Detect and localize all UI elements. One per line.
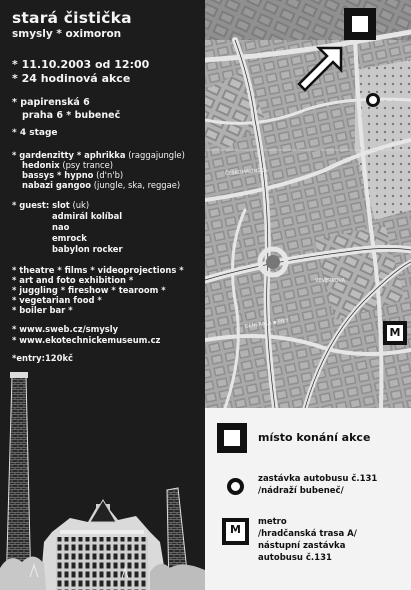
svg-text:ČESKOMALÍNSKÁ: ČESKOMALÍNSKÁ (224, 167, 268, 177)
event-duration: * 24 hodinová akce (12, 72, 131, 85)
program-item: * art and foto exhibition * (12, 275, 134, 285)
program-item: * juggling * fireshow * tearoom * (12, 285, 166, 295)
legend-venue-label: místo konání akce (258, 431, 371, 444)
svg-text:GENERALA ▪ PIKY: GENERALA ▪ PIKY (244, 317, 290, 330)
lineup-artist: hedonix (22, 160, 60, 170)
lineup-genre: (psy trance) (62, 160, 114, 170)
square-marker-icon (217, 423, 247, 453)
lineup-item (12, 150, 185, 160)
lineup-item (22, 170, 123, 180)
guest-name: nao (52, 222, 70, 232)
entry-price: *entry:120kč (12, 353, 73, 363)
lineup-genre: (d'n'b) (96, 170, 124, 180)
event-date: * 11.10.2003 od 12:00 (12, 58, 150, 71)
svg-text:VEVERKOVA: VEVERKOVA (315, 278, 346, 284)
flyer-subtitle: smysly * oximoron (12, 28, 122, 40)
legend-bus-label-1: zastávka autobusu č.131 (258, 474, 378, 484)
venue-marker-icon (344, 8, 376, 40)
flyer-title: stará čistička (12, 9, 132, 27)
lineup-artist: * gardenzitty * aphrikka (12, 150, 126, 160)
program-item: * theatre * films * videoprojections * (12, 265, 184, 275)
metro-marker-icon: M (383, 321, 407, 345)
program-item: * vegetarian food * (12, 295, 102, 305)
lineup-genre: (raggajungle) (128, 150, 185, 160)
lineup-artist: nabazi gangoo (22, 180, 92, 190)
program-item: * boiler bar * (12, 305, 73, 315)
lineup-artist: bassys * hypno (22, 170, 94, 180)
legend-metro-label-3: nástupní zastávka (258, 541, 346, 551)
guest-name: babylon rocker (52, 244, 123, 254)
guest-name: admirál kolíbal (52, 211, 123, 221)
stage-count: * 4 stage (12, 128, 58, 138)
address-line-1: * papirenská 6 (12, 97, 90, 108)
lineup-item (22, 160, 113, 170)
city-map (205, 0, 411, 408)
circle-marker-icon (227, 478, 244, 495)
address-line-2: praha 6 * bubeneč (22, 110, 121, 121)
bus-stop-marker-icon (366, 93, 380, 107)
legend-metro-label-2: /hradčanská trasa A/ (258, 529, 357, 539)
legend-bus-label-2: /nádraží bubeneč/ (258, 486, 344, 496)
guest-origin: (uk) (72, 200, 90, 210)
lineup-item (22, 180, 180, 190)
map-legend (205, 408, 411, 590)
guest-name: emrock (52, 233, 87, 243)
flyer-text-panel (0, 0, 205, 590)
guest-first: * guest: slot (12, 200, 70, 210)
guest-line (12, 200, 89, 210)
website-link[interactable]: * www.sweb.cz/smysly (12, 324, 119, 334)
legend-metro-label-1: metro (258, 517, 287, 527)
factory-skyline-image (0, 372, 205, 590)
legend-metro-label-4: autobusu č.131 (258, 553, 332, 563)
lineup-genre: (jungle, ska, reggae) (93, 180, 181, 190)
arrow-up-right-icon (295, 44, 345, 94)
metro-m-icon: M (222, 518, 249, 545)
website-link[interactable]: * www.ekotechnickemuseum.cz (12, 335, 161, 345)
